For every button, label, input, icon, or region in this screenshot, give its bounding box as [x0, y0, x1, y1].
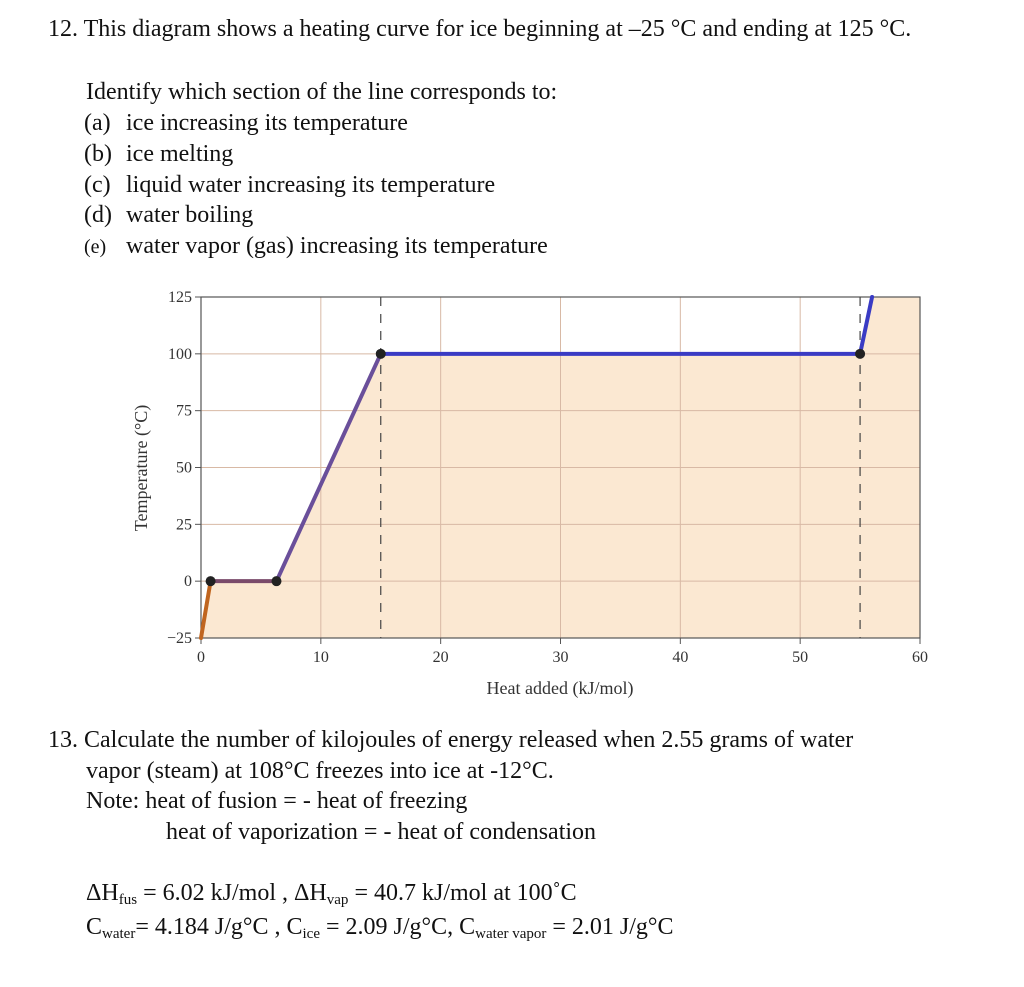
question-12-title: 12. This diagram shows a heating curve for ice beginning at –25 °C and ending at 125 °C. — [48, 16, 912, 42]
fus-subscript: fus — [118, 892, 138, 908]
option-letter: (c) — [84, 172, 111, 198]
question-13-title: 13. Calculate the number of kilojoules of energy released when 2.55 grams of water — [48, 727, 854, 753]
water-subscript: water — [102, 926, 136, 942]
option-letter: (b) — [84, 141, 112, 167]
option-letter: (e) — [84, 236, 107, 258]
option-text: water vapor (gas) increasing its temperature — [126, 233, 548, 259]
y-tick-label: 25 — [176, 516, 192, 534]
water-value: = 4.184 J/g°C , — [135, 914, 287, 940]
question-12-intro: Identify which section of the line corresponds to: — [86, 79, 558, 105]
y-tick-label: 50 — [176, 459, 192, 477]
delta-h-symbol: ΔH — [86, 880, 119, 906]
vap-value: = 40.7 kJ/mol at 100˚C — [348, 880, 577, 906]
c-symbol: C — [286, 914, 303, 940]
c-symbol: C — [459, 914, 476, 940]
y-tick-label: 75 — [176, 402, 192, 420]
x-tick-label: 30 — [552, 649, 569, 666]
water-vapor-value: = 2.01 J/g°C — [546, 914, 674, 940]
note-line-1: Note: heat of fusion = - heat of freezing — [86, 788, 468, 814]
ice-subscript: ice — [302, 926, 320, 942]
data-point — [206, 576, 216, 586]
y-tick-label: 100 — [168, 345, 192, 363]
y-axis-label: Temperature (°C) — [131, 404, 151, 532]
x-tick-label: 0 — [197, 649, 205, 666]
option-letter: (d) — [84, 202, 112, 228]
delta-h-symbol: ΔH — [294, 880, 327, 906]
c-symbol: C — [86, 914, 103, 940]
note-line-2: heat of vaporization = - heat of condensation — [166, 819, 597, 845]
water-vapor-subscript: water vapor — [475, 926, 547, 942]
ice-value: = 2.09 J/g°C, — [319, 914, 460, 940]
data-point — [376, 349, 386, 359]
y-tick-label: 0 — [184, 573, 192, 591]
option-text: water boiling — [126, 202, 254, 228]
data-point — [855, 349, 865, 359]
x-tick-label: 40 — [672, 649, 689, 666]
constants-specific-heat — [86, 912, 674, 942]
option-text: ice increasing its temperature — [126, 110, 408, 136]
y-tick-label: 125 — [168, 289, 192, 306]
x-tick-label: 20 — [432, 649, 449, 666]
y-tick-label: −25 — [166, 630, 192, 647]
option-text: liquid water increasing its temperature — [126, 172, 496, 198]
x-axis-label: Heat added (kJ/mol) — [486, 678, 634, 698]
x-tick-label: 50 — [792, 649, 809, 666]
x-tick-label: 10 — [312, 649, 329, 666]
option-letter: (a) — [84, 110, 111, 136]
option-text: ice melting — [126, 141, 234, 167]
vap-subscript: vap — [326, 892, 349, 908]
constants-enthalpy — [86, 878, 577, 908]
data-point — [271, 576, 281, 586]
question-13-continued: vapor (steam) at 108°C freezes into ice at -12°C. — [86, 758, 554, 784]
x-tick-label: 60 — [912, 649, 928, 666]
fus-value: = 6.02 kJ/mol , — [137, 880, 294, 906]
